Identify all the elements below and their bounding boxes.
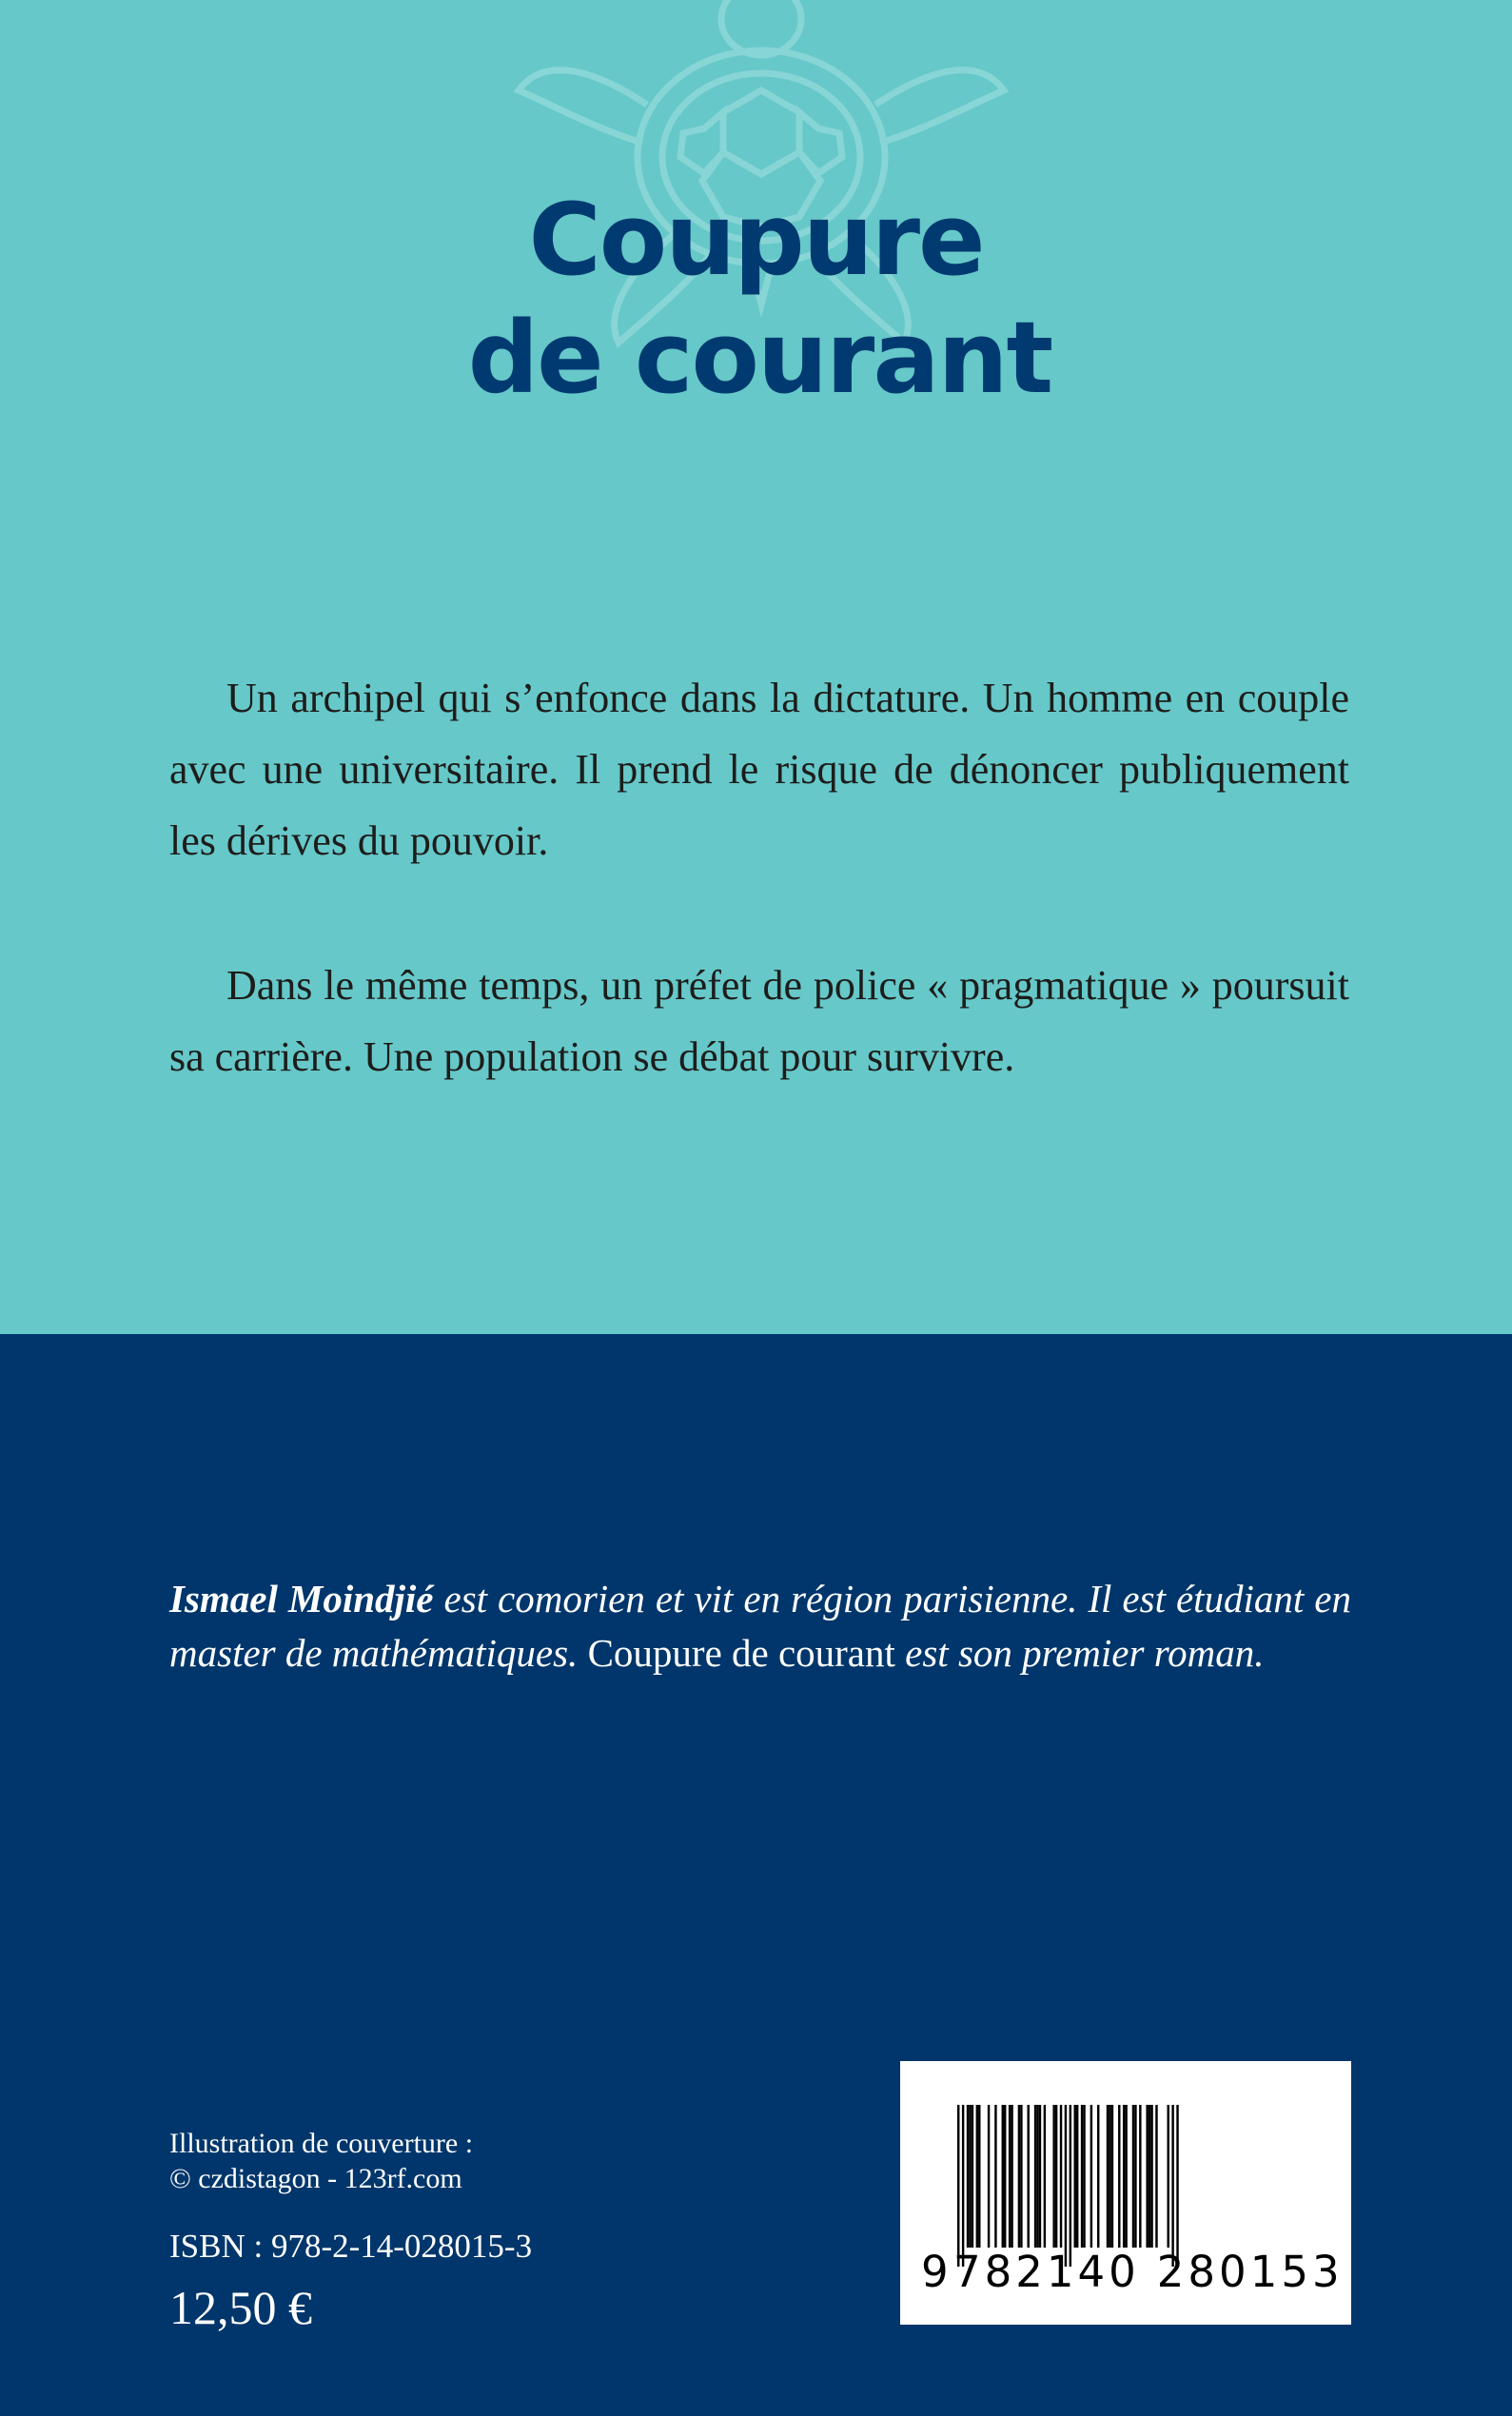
barcode-bar [1034,2105,1036,2248]
illustration-credit [169,2126,473,2196]
barcode-bar [1039,2105,1041,2248]
barcode-bar [1009,2105,1011,2248]
barcode-bar [1020,2105,1022,2248]
barcode-bar [1004,2105,1006,2248]
barcode-bar [1052,2105,1054,2248]
barcode-bar [1155,2105,1157,2248]
barcode-bar [1171,2105,1173,2267]
barcode-bar [1028,2105,1030,2248]
barcode-bar [1111,2105,1113,2248]
barcode-bar [1070,2105,1071,2267]
author-name: Ismael Moindjié [169,1577,434,1620]
barcode [900,2061,1351,2325]
barcode-bar [1076,2105,1078,2248]
title-line-1: Coupure [528,182,984,298]
barcode-bar [1002,2105,1004,2248]
barcode-bar [978,2105,980,2248]
isbn: ISBN : 978-2-14-028015-3 [169,2228,533,2265]
bio-text: est son premier roman. [894,1631,1265,1675]
blurb-paragraph [169,950,1349,1092]
blurb-paragraph [169,662,1349,876]
barcode-bar [962,2105,964,2267]
barcode-bar [957,2105,959,2267]
barcode-bar [1074,2105,1076,2248]
blurb-text: Un archipel qui s’enfonce dans la dictature. Un homme en couple avec une universitaire. Il prend le risque de dénoncer publiquement les dérives du pouvoir. [169,675,1349,864]
barcode-bar [1090,2105,1092,2248]
barcode-bar [1123,2105,1125,2248]
barcode-bar [1118,2105,1120,2248]
barcode-bar [1139,2105,1141,2248]
barcode-bar [1065,2105,1067,2267]
barcode-bar [1011,2105,1012,2248]
price: 12,50 € [169,2281,312,2334]
barcode-bar [967,2105,969,2248]
barcode-bar [1150,2105,1152,2248]
barcode-bar [1168,2105,1169,2248]
barcode-bar [1060,2105,1062,2248]
barcode-digits [921,2247,1344,2297]
title-line-2: de courant [467,300,1052,416]
barcode-bar [972,2105,973,2248]
blurb-text: Dans le même temps, un préfet de police « pragmatique » poursuit sa carrière. Une population se débat pour survivre. [169,962,1349,1080]
book-title [0,181,1512,417]
barcode-bar [1176,2105,1178,2267]
barcode-bar [1036,2105,1038,2248]
barcode-lead-digit: 9 [921,2247,949,2297]
barcode-bar [976,2105,978,2248]
barcode-group-1: 782140 [953,2247,1140,2297]
barcode-bar [1055,2105,1057,2248]
barcode-bar [969,2105,971,2248]
barcode-bar [1132,2105,1134,2248]
barcode-bar [994,2105,996,2248]
barcode-bar [1107,2105,1109,2248]
barcode-bar [1125,2105,1127,2248]
barcode-group-2: 280153 [1156,2247,1344,2297]
barcode-bar [1083,2105,1085,2248]
barcode-bar [1146,2105,1148,2248]
barcode-bar [988,2105,990,2248]
barcode-bar [1149,2105,1150,2248]
barcode-bar [1044,2105,1046,2248]
credit-source: © czdistagon - 123rf.com [169,2163,462,2194]
credit-label: Illustration de couverture : [169,2128,474,2159]
bio-book-title: Coupure de courant [587,1631,895,1675]
author-bio [169,1572,1351,1680]
bio-text: est comorien et vit en région parisienne. Il est étudiant en master de mathématiques. [169,1577,1352,1675]
barcode-bar [1109,2105,1110,2248]
barcode-bar [1134,2105,1136,2248]
barcode-bar [1018,2105,1020,2248]
barcode-bar [1081,2105,1083,2248]
barcode-bar [1097,2105,1099,2248]
